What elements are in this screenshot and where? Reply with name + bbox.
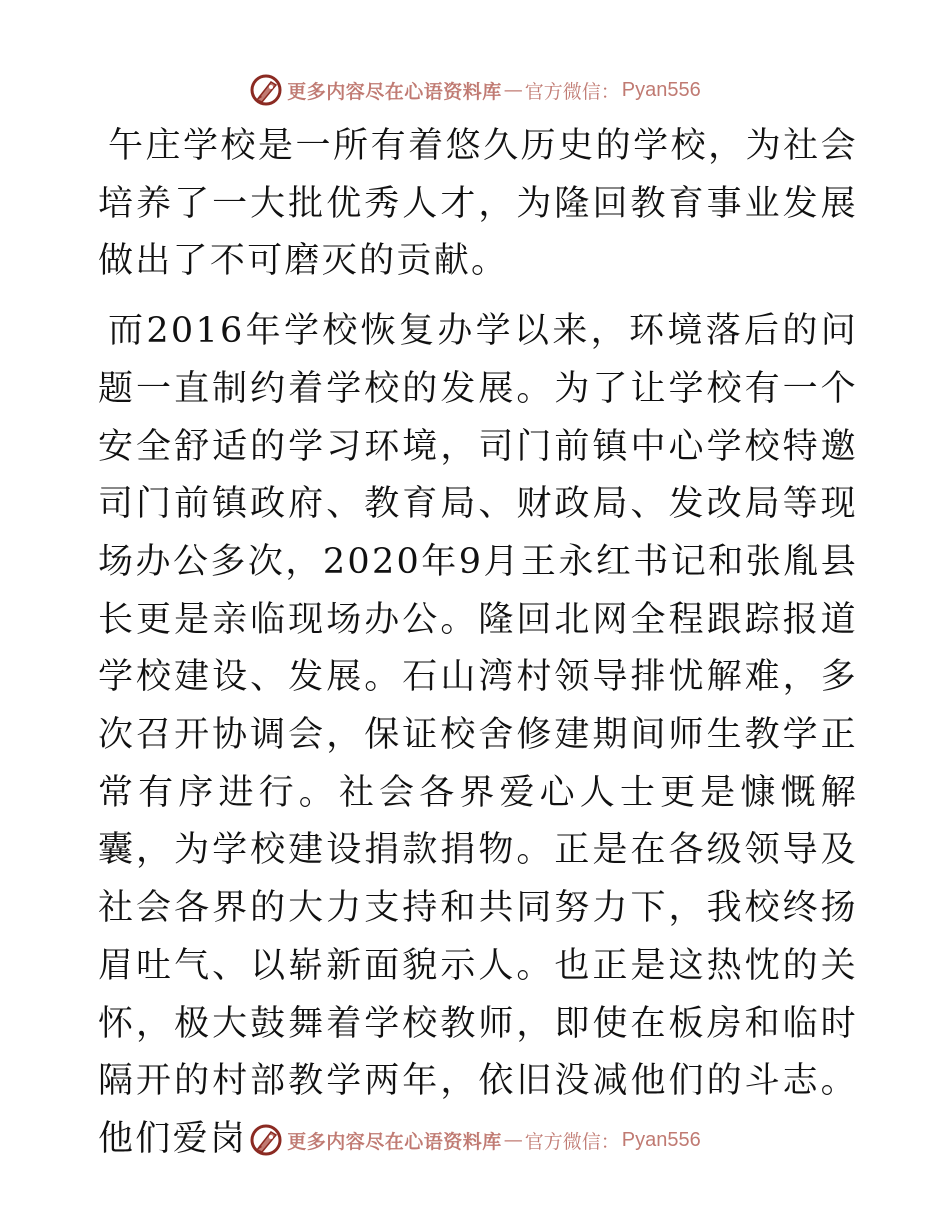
header-watermark (0, 70, 950, 110)
footer-separator: — (503, 1129, 523, 1151)
footer-wechat-label: 官方微信： (524, 1130, 620, 1153)
footer-watermark (0, 1120, 950, 1160)
header-wechat-id: Pyan556 (621, 78, 701, 101)
paragraph-history: 而2016年学校恢复办学以来，环境落后的问题一直制约着学校的发展。为了让学校有一个安全舒适的学习环境，司门前镇中心学校特邀司门前镇政府、教育局、财政局、发改局等现场办公多次，2020年9月王永红书记和张胤县长更是亲临现场办公。隆回北网全程跟踪报道学校建设、发展。石山湾村领导排忧解难，多次召开协调会，保证校舍修建期间师生教学正常有序进行。社会各界爱心人士更是慷慨解囊，为学校建设捐款捐物。正是在各级领导及社会各界的大力支持和共同努力下，我校终扬眉吐气、以崭新面貌示人。也正是这热忱的关怀，极大鼓舞着学校教师，即使在板房和临时隔开的村部教学两年，依旧没减他们的斗志。他们爱岗 (98, 311, 858, 1159)
footer-wechat-id: Pyan556 (621, 1128, 701, 1151)
header-brand-text: 更多内容尽在心语资料库 (287, 80, 502, 103)
header-separator: — (503, 79, 523, 101)
document-body (98, 118, 858, 1169)
paragraph-intro: 午庄学校是一所有着悠久历史的学校，为社会培养了一大批优秀人才，为隆回教育事业发展做出了不可磨灭的贡献。 (98, 126, 858, 282)
footer-brand-text: 更多内容尽在心语资料库 (287, 1130, 502, 1153)
pen-logo-icon (249, 1123, 283, 1157)
pen-logo-icon (249, 73, 283, 107)
header-wechat-label: 官方微信： (524, 80, 620, 103)
